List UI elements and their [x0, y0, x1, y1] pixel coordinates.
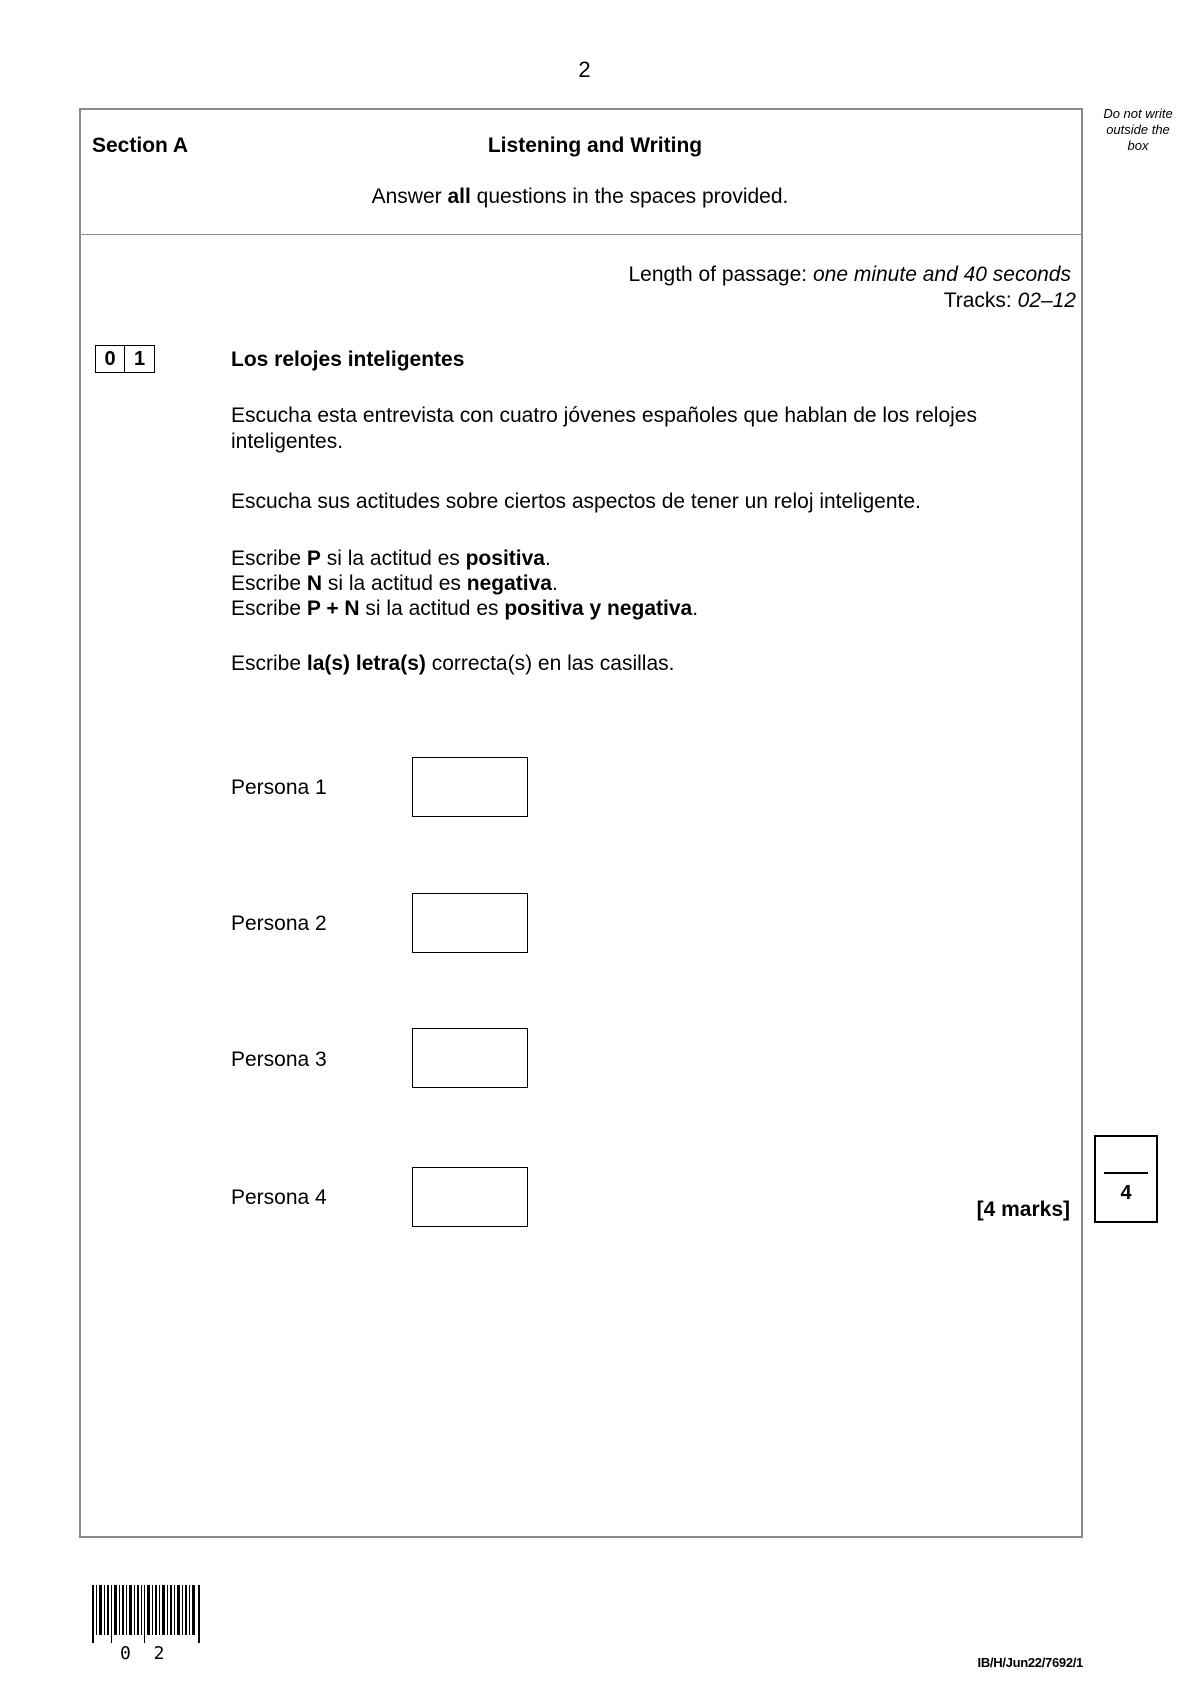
section-instruction: [290, 185, 870, 209]
section-label: Section A: [92, 134, 189, 157]
rule-text: .: [551, 572, 558, 595]
answer-area-border: [79, 108, 1083, 1538]
persona-1-label: Persona 1: [231, 776, 327, 799]
persona-2-answer-box[interactable]: [412, 893, 528, 953]
tracks-label: Tracks:: [943, 289, 1018, 312]
barcode-icon: [92, 1585, 200, 1643]
persona-3-label: Persona 3: [231, 1048, 327, 1071]
rule-code: P: [306, 547, 321, 570]
paper-reference: IB/H/Jun22/7692/1: [977, 1655, 1083, 1670]
question-number-digit: 0: [95, 345, 125, 373]
header-divider: [79, 234, 1083, 235]
margin-note-line: Do not write: [1103, 106, 1173, 121]
rule-meaning: positiva y negativa: [504, 597, 693, 620]
marks-label: [4 marks]: [976, 1198, 1070, 1221]
rule-text: Escribe: [231, 572, 307, 595]
mark-tally-box: [1094, 1135, 1158, 1223]
section-title: Listening and Writing: [487, 134, 703, 157]
rule-code: N: [306, 572, 323, 595]
instruction-text: Answer: [371, 185, 448, 208]
rule-text: si la actitud es: [359, 597, 505, 620]
answer-code-rule: [231, 546, 1061, 571]
mark-tally-total: 4: [1120, 1182, 1132, 1204]
rule-text: .: [692, 597, 699, 620]
rule-text: Escribe: [231, 547, 307, 570]
rule-text: si la actitud es: [320, 547, 466, 570]
rule-meaning: positiva: [465, 547, 545, 570]
persona-4-answer-box[interactable]: [412, 1167, 528, 1227]
persona-3-answer-box[interactable]: [412, 1028, 528, 1088]
instruction-text: questions in the spaces provided.: [470, 185, 789, 208]
instruction-text: correcta(s) en las casillas.: [425, 652, 675, 675]
tracks-value: 02–12: [1017, 289, 1076, 312]
question-instruction: [231, 651, 1061, 677]
rule-text: .: [544, 547, 551, 570]
rule-code: P + N: [306, 597, 360, 620]
passage-length-value: one minute and 40 seconds: [812, 263, 1071, 286]
instruction-emphasis: all: [447, 185, 471, 208]
passage-length-label: Length of passage:: [628, 263, 813, 286]
answer-code-rule: [231, 596, 1061, 621]
question-paragraph-1: Escucha esta entrevista con cuatro jóvenes españoles que hablan de los relojes inteligentes.: [231, 404, 977, 453]
rule-meaning: negativa: [466, 572, 552, 595]
tracks: [944, 289, 1076, 313]
question-paragraph-2: Escucha sus actitudes sobre ciertos aspectos de tener un reloj inteligente.: [231, 490, 921, 513]
answer-codes: [231, 546, 1061, 621]
question-number-digit: 1: [125, 345, 155, 373]
question-number: [95, 345, 155, 373]
margin-note-line: outside the: [1106, 122, 1170, 137]
page-number: 2: [578, 57, 591, 82]
persona-1-answer-box[interactable]: [412, 757, 528, 817]
barcode-digits: 0 2: [120, 1643, 171, 1664]
rule-text: si la actitud es: [322, 572, 467, 595]
persona-2-label: Persona 2: [231, 912, 327, 935]
answer-code-rule: [231, 571, 1061, 596]
passage-length: [628, 263, 1071, 287]
instruction-emphasis: la(s) letra(s): [306, 652, 426, 675]
margin-note: [1090, 106, 1186, 154]
question-title: Los relojes inteligentes: [231, 348, 465, 371]
rule-text: Escribe: [231, 597, 307, 620]
margin-note-line: box: [1127, 138, 1149, 153]
persona-4-label: Persona 4: [231, 1186, 327, 1209]
instruction-text: Escribe: [231, 652, 307, 675]
mark-tally-line: [1104, 1172, 1148, 1174]
